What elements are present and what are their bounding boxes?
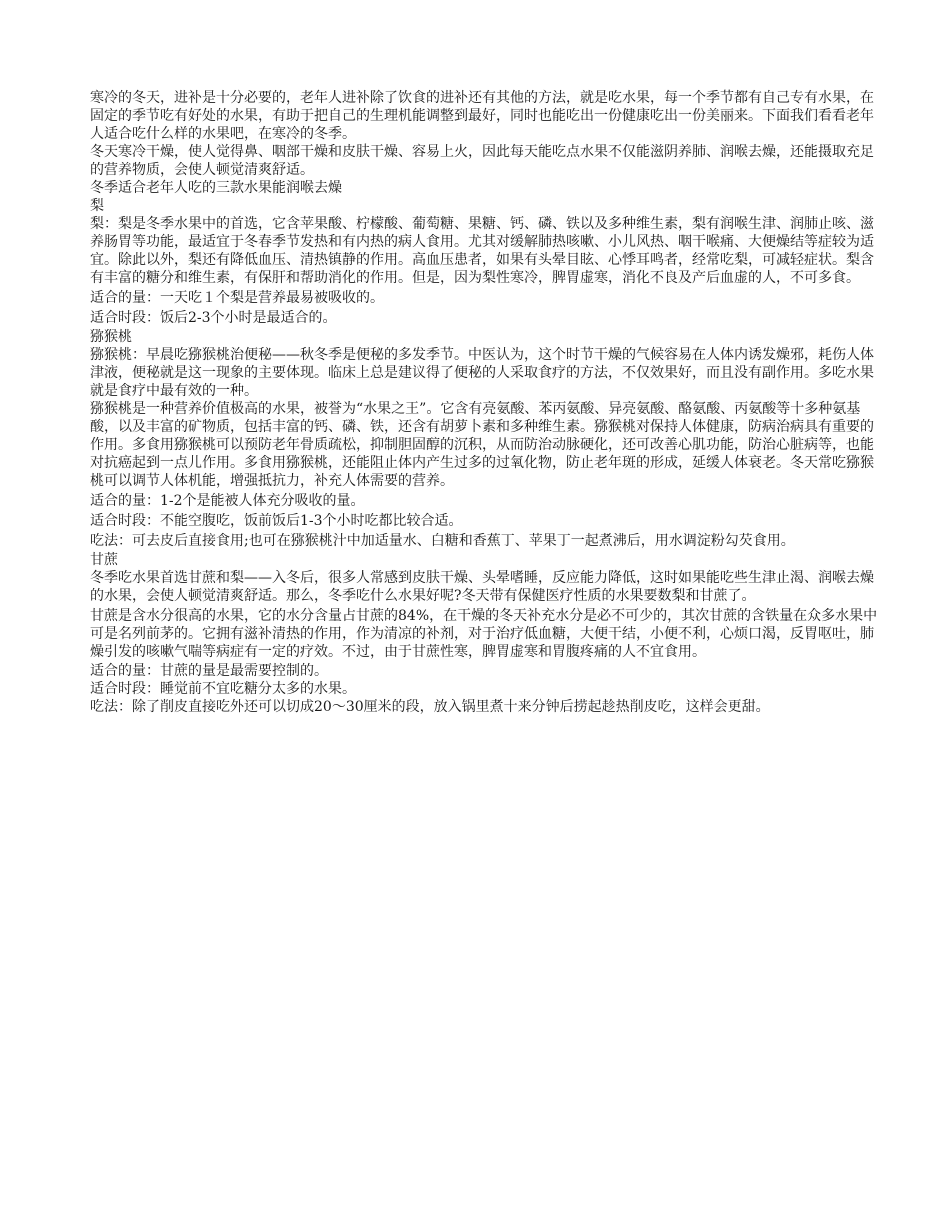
- sugarcane-intro: 冬季吃水果首选甘蔗和梨——入冬后，很多人常感到皮肤干燥、头晕嗜睡，反应能力降低，这时如果能吃些生津止渴、润喉去燥的水果，会使人顿觉清爽舒适。那么，冬季吃什么水果好呢?冬天带有保健医疗性质的水果要数梨和甘蔗了。: [90, 570, 874, 604]
- sugarcane-amount: 适合的量：甘蔗的量是最需要控制的。: [90, 663, 328, 679]
- kiwi-timing: 适合时段：不能空腹吃，饭前饭后1-3个小时吃都比较合适。: [90, 513, 463, 529]
- section-heading-pear: 梨: [90, 198, 104, 214]
- kiwi-amount: 适合的量：1-2个是能被人体充分吸收的量。: [90, 493, 365, 509]
- sugarcane-method: 吃法：除了削皮直接吃外还可以切成20～30厘米的段，放入锅里煮十来分钟后捞起趁热削皮吃，这样会更甜。: [90, 699, 770, 715]
- article: [90, 89, 880, 716]
- kiwi-method: 吃法：可去皮后直接食用;也可在猕猴桃汁中加适量水、白糖和香蕉丁、苹果丁一起煮沸后，用水调淀粉勾芡食用。: [90, 533, 795, 549]
- intro-paragraph: 寒冷的冬天，进补是十分必要的，老年人进补除了饮食的进补还有其他的方法，就是吃水果，每一个季节都有自己专有水果，在固定的季节吃有好处的水果，有助于把自己的生理机能调整到最好，同时也能吃出一份健康吃出一份美丽来。下面我们看看老年人适合吃什么样的水果吧，在寒冷的冬季。: [90, 90, 874, 142]
- article-subtitle: 冬季适合老年人吃的三款水果能润喉去燥: [90, 180, 342, 196]
- section-heading-sugarcane: 甘蔗: [90, 552, 118, 568]
- section-heading-kiwi: 猕猴桃: [90, 329, 132, 345]
- kiwi-nutrition: 猕猴桃是一种营养价值极高的水果，被誉为“水果之王”。它含有亮氨酸、苯丙氨酸、异亮氨酸、酪氨酸、丙氨酸等十多种氨基酸，以及丰富的矿物质，包括丰富的钙、磷、铁，还含有胡萝卜素和多种维生素。猕猴桃对保持人体健康，防病治病具有重要的作用。多食用猕猴桃可以预防老年骨质疏松，抑制胆固醇的沉积，从而防治动脉硬化，还可改善心肌功能，防治心脏病等，也能对抗癌起到一点儿作用。多食用猕猴桃，还能阻止体内产生过多的过氧化物，防止老年斑的形成，延缓人体衰老。冬天常吃猕猴桃可以调节人体机能，增强抵抗力，补充人体需要的营养。: [90, 401, 874, 489]
- pear-amount: 适合的量：一天吃１个梨是营养最易被吸收的。: [90, 290, 384, 306]
- sugarcane-timing: 适合时段：睡觉前不宜吃糖分太多的水果。: [90, 681, 356, 697]
- sugarcane-description: 甘蔗是含水分很高的水果，它的水分含量占甘蔗的84%，在干燥的冬天补充水分是必不可少的，其次甘蔗的含铁量在众多水果中可是名列前茅的。它拥有滋补清热的作用，作为清凉的补剂，对于治疗低血糖，大便干结，小便不利，心烦口渴，反胃呕吐，肺燥引发的咳嗽气喘等病症有一定的疗效。不过，由于甘蔗性寒，脾胃虚寒和胃腹疼痛的人不宜食用。: [90, 608, 878, 660]
- pear-timing: 适合时段：饭后2-3个小时是最适合的。: [90, 310, 337, 326]
- pear-description: 梨：梨是冬季水果中的首选，它含苹果酸、柠檬酸、葡萄糖、果糖、钙、磷、铁以及多种维生素，梨有润喉生津、润肺止咳、滋养肠胃等功能，最适宜于冬春季节发热和有内热的病人食用。尤其对缓解肺热咳嗽、小儿风热、咽干喉痛、大便燥结等症较为适宜。除此以外，梨还有降低血压、清热镇静的作用。高血压患者，如果有头晕目眩、心悸耳鸣者，经常吃梨，可减轻症状。梨含有丰富的糖分和维生素，有保肝和帮助消化的作用。但是，因为梨性寒冷，脾胃虚寒，消化不良及产后血虚的人，不可多食。: [90, 216, 874, 286]
- intro-paragraph: 冬天寒冷干燥，使人觉得鼻、咽部干燥和皮肤干燥、容易上火，因此每天能吃点水果不仅能滋阴养肺、润喉去燥，还能摄取充足的营养物质，会使人顿觉清爽舒适。: [90, 144, 874, 178]
- kiwi-description: 猕猴桃：早晨吃猕猴桃治便秘——秋冬季是便秘的多发季节。中医认为，这个时节干燥的气候容易在人体内诱发燥邪，耗伤人体津液，便秘就是这一现象的主要体现。临床上总是建议得了便秘的人采取食疗的方法，不仅效果好，而且没有副作用。多吃水果就是食疗中最有效的一种。: [90, 347, 874, 399]
